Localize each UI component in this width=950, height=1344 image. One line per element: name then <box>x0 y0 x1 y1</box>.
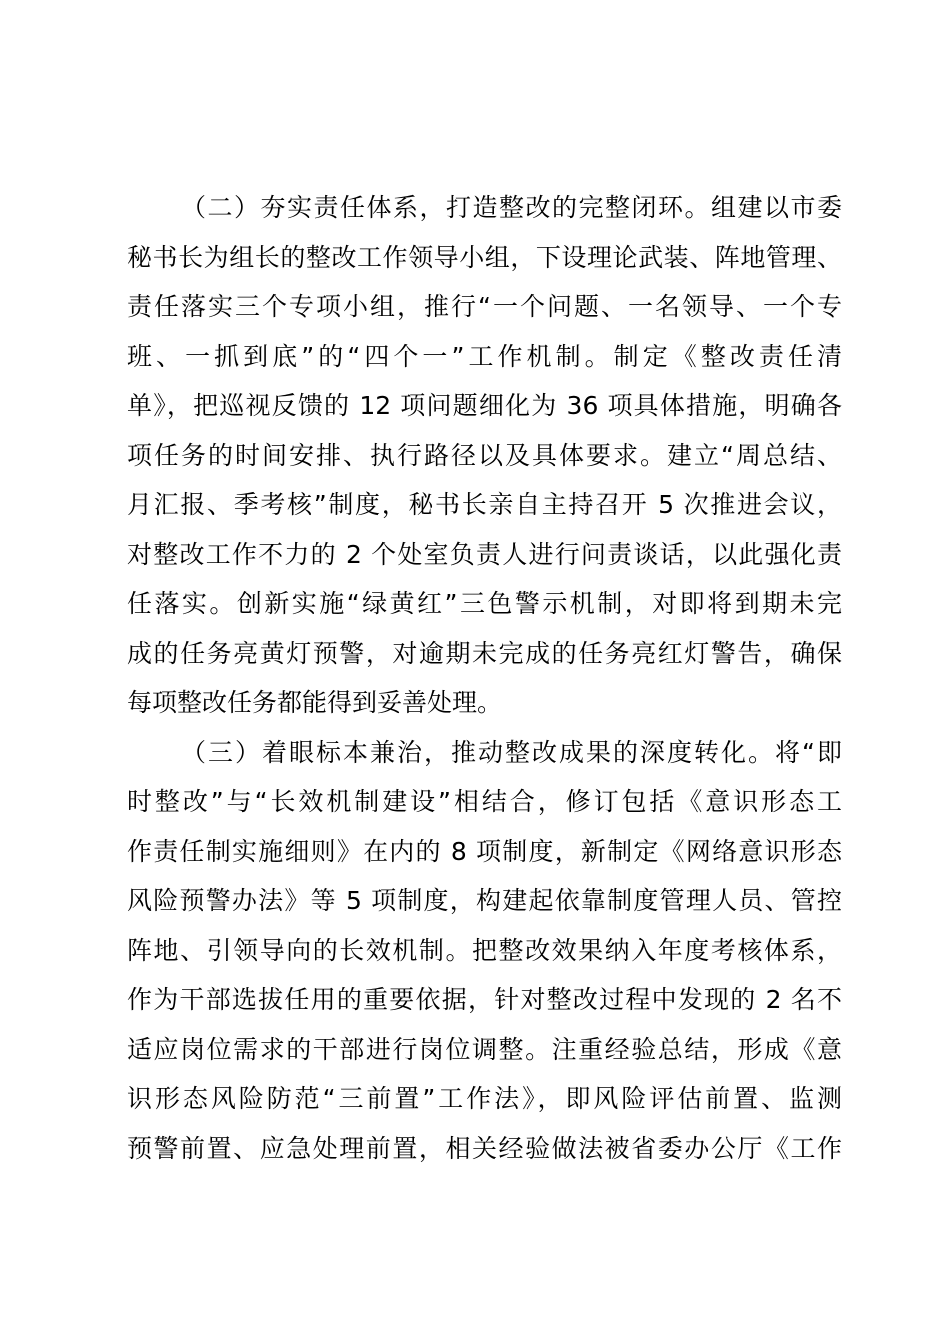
document-body <box>127 183 842 1173</box>
paragraph-line: 成的任务亮黄灯预警，对逾期未完成的任务亮红灯警告，确保 <box>127 638 842 668</box>
paragraph-line: 阵地、引领导向的长效机制。把整改效果纳入年度考核体系， <box>127 935 842 965</box>
paragraph-line: 项任务的时间安排、执行路径以及具体要求。建立“周总结、 <box>127 440 842 470</box>
paragraph-line: 适应岗位需求的干部进行岗位调整。注重经验总结，形成《意 <box>127 1034 842 1064</box>
paragraph-3 <box>127 728 842 1174</box>
paragraph-line: 时整改”与“长效机制建设”相结合，修订包括《意识形态工 <box>127 787 842 816</box>
paragraph-line: 预警前置、应急处理前置，相关经验做法被省委办公厅《工作 <box>127 1133 842 1163</box>
paragraph-line: 作责任制实施细则》在内的 8 项制度，新制定《网络意识形态 <box>127 836 842 866</box>
paragraph-line: 对整改工作不力的 2 个处室负责人进行问责谈话，以此强化责 <box>127 539 842 569</box>
paragraph-line: 责任落实三个专项小组，推行“一个问题、一名领导、一个专 <box>127 292 842 321</box>
paragraph-line: （二）夯实责任体系，打造整改的完整闭环。组建以市委 <box>181 193 842 222</box>
paragraph-line: 班、一抓到底”的“四个一”工作机制。制定《整改责任清 <box>127 341 842 371</box>
paragraph-2 <box>127 183 842 728</box>
paragraph-line: 风险预警办法》等 5 项制度，构建起依靠制度管理人员、管控 <box>127 886 842 915</box>
paragraph-line: 作为干部选拔任用的重要依据，针对整改过程中发现的 2 名不 <box>127 985 842 1014</box>
paragraph-line: 任落实。创新实施“绿黄红”三色警示机制，对即将到期未完 <box>127 589 842 618</box>
paragraph-line: 秘书长为组长的整改工作领导小组，下设理论武装、阵地管理、 <box>127 242 842 272</box>
paragraph-line: （三）着眼标本兼治，推动整改成果的深度转化。将“即 <box>181 737 842 767</box>
paragraph-line: 月汇报、季考核”制度，秘书长亲自主持召开 5 次推进会议， <box>127 490 842 519</box>
paragraph-line: 识形态风险防范“三前置”工作法》，即风险评估前置、监测 <box>127 1084 842 1113</box>
paragraph-line-last: 每项整改任务都能得到妥善处理。 <box>127 688 503 717</box>
paragraph-line: 单》，把巡视反馈的 12 项问题细化为 36 项具体措施，明确各 <box>127 391 842 420</box>
